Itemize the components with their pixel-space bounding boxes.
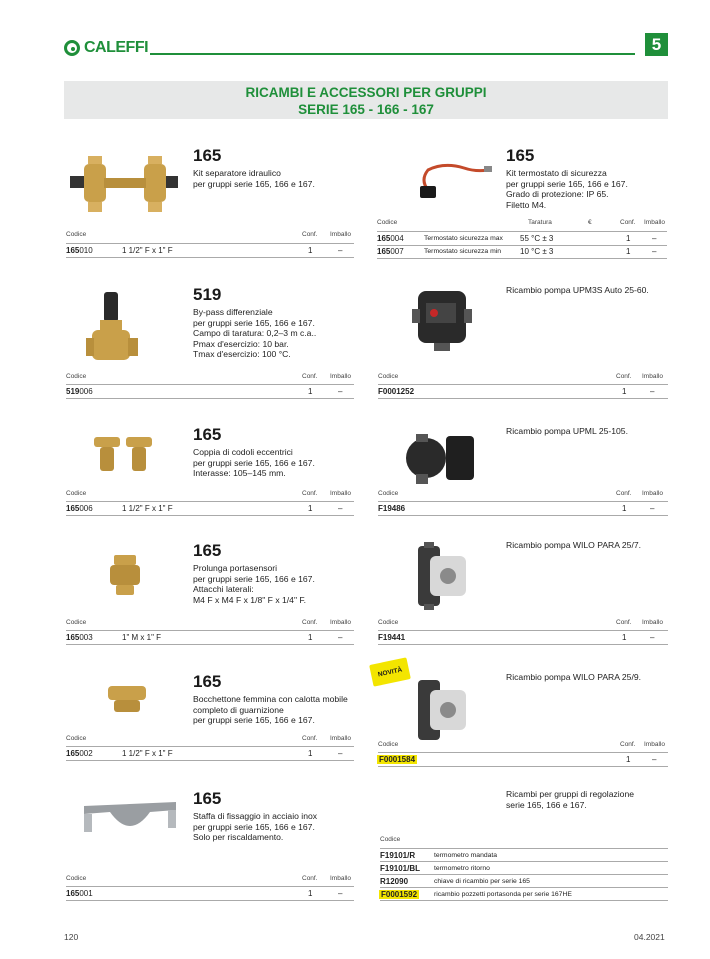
product-imballo: – — [338, 387, 343, 396]
table-rule — [380, 848, 668, 849]
product-imballo: – — [652, 234, 657, 243]
pump-description: Ricambio pompa UPML 25-105. — [506, 426, 628, 436]
reg-code: F0001592 — [381, 890, 418, 899]
banner-subtitle: SERIE 165 - 166 - 167 — [298, 102, 434, 117]
col-codice: Codice — [377, 219, 398, 226]
table-rule — [380, 900, 668, 901]
table-rule — [377, 258, 667, 259]
table-rule — [66, 630, 354, 631]
col-conf: Conf. — [616, 490, 632, 497]
section-banner — [64, 81, 668, 119]
product-size: 1 1/2" F x 1" F — [122, 246, 173, 255]
table-rule — [378, 384, 668, 385]
reg-text: chiave di ricambio per serie 165 — [434, 878, 530, 885]
pump-description: Ricambio pompa WILO PARA 25/9. — [506, 672, 642, 682]
table-rule — [66, 760, 354, 761]
product-conf: 1 — [626, 234, 631, 243]
pump-imballo: – — [650, 387, 655, 396]
col-codice: Codice — [66, 735, 87, 742]
product-code: 519006 — [66, 387, 93, 396]
col-conf: Conf. — [616, 373, 632, 380]
pompa-wilo-para-25-7-image — [410, 542, 470, 610]
pump-imballo: – — [650, 633, 655, 642]
table-rule — [66, 515, 354, 516]
col-taratura: Taratura — [528, 219, 552, 226]
table-rule — [377, 245, 667, 246]
product-size: 1 1/2" F x 1" F — [122, 504, 173, 513]
table-rule — [378, 398, 668, 399]
product-number: 165 — [193, 425, 222, 444]
staffa-image — [80, 800, 180, 836]
table-rule — [66, 746, 354, 747]
product-code: 165002 — [66, 749, 93, 758]
reg-text: ricambio pozzetti portasonda per serie 167HE — [434, 891, 572, 898]
col-euro: € — [588, 219, 592, 226]
product-imballo: – — [338, 504, 343, 513]
banner-title: RICAMBI E ACCESSORI PER GRUPPI — [245, 85, 487, 100]
col-imballo: Imballo — [642, 373, 663, 380]
table-rule — [66, 398, 354, 399]
pump-description: Ricambio pompa UPM3S Auto 25-60. — [506, 285, 649, 295]
product-description: Prolunga portasensori per gruppi serie 165, 166 e 167. Attacchi laterali: M4 F x M4 F x 1/8" F x 1/4" F. — [193, 563, 315, 605]
product-number: 165 — [193, 146, 222, 165]
col-imballo: Imballo — [330, 490, 351, 497]
reg-text: termometro ritorno — [434, 865, 490, 872]
product-code: 165001 — [66, 889, 93, 898]
brand-name: CALEFFI — [84, 39, 149, 56]
product-size: 1 1/2" F x 1" F — [122, 749, 173, 758]
product-number: 165 — [506, 146, 535, 165]
product-taratura: 10 °C ± 3 — [520, 247, 554, 256]
header-rule — [150, 53, 635, 55]
codoli-eccentrici-image — [92, 435, 154, 473]
pompa-upml-image — [402, 428, 478, 486]
col-codice: Codice — [380, 836, 401, 843]
prolunga-portasensori-image — [108, 553, 142, 597]
col-codice: Codice — [66, 875, 87, 882]
table-rule — [66, 501, 354, 502]
pump-code: F19441 — [378, 633, 406, 642]
reg-text: termometro mandata — [434, 852, 498, 859]
pump-description: Ricambio pompa WILO PARA 25/7. — [506, 540, 642, 550]
table-rule — [380, 887, 668, 888]
product-code: 165007 — [377, 247, 404, 256]
chapter-badge: 5 — [645, 33, 668, 56]
product-conf: 1 — [308, 504, 313, 513]
product-description: Kit termostato di sicurezza per gruppi serie 165, 166 e 167. Grado di protezione: IP 65. Filetto M4. — [506, 168, 628, 210]
col-imballo: Imballo — [330, 373, 351, 380]
pump-conf: 1 — [622, 504, 627, 513]
col-codice: Codice — [378, 619, 399, 626]
reg-code: R12090 — [380, 877, 409, 886]
col-imballo: Imballo — [330, 735, 351, 742]
table-rule — [378, 766, 668, 767]
product-imballo: – — [338, 246, 343, 255]
col-conf: Conf. — [620, 219, 636, 226]
product-code: 165003 — [66, 633, 93, 642]
col-imballo: Imballo — [644, 219, 665, 226]
col-codice: Codice — [66, 231, 87, 238]
table-rule — [66, 644, 354, 645]
table-rule — [378, 515, 668, 516]
table-rule — [66, 900, 354, 901]
pompa-upm3s-image — [412, 287, 472, 351]
col-conf: Conf. — [302, 373, 318, 380]
col-conf: Conf. — [302, 735, 318, 742]
kit-separatore-image — [66, 152, 181, 214]
col-imballo: Imballo — [642, 490, 663, 497]
bocchettone-image — [106, 682, 148, 714]
col-codice: Codice — [66, 490, 87, 497]
product-code: 165010 — [66, 246, 93, 255]
table-rule — [378, 630, 668, 631]
table-rule — [378, 501, 668, 502]
caleffi-logo — [64, 38, 148, 58]
caleffi-logo-icon — [64, 40, 80, 56]
page-number: 120 — [64, 932, 79, 942]
col-conf: Conf. — [620, 741, 636, 748]
table-rule — [66, 886, 354, 887]
novita-badge: NOVITÀ — [369, 657, 411, 686]
termostato-image — [414, 160, 494, 200]
product-description: Bocchettone femmina con calotta mobile completo di guarnizione per gruppi serie 165, 166 e 167. — [193, 694, 348, 725]
col-imballo: Imballo — [642, 619, 663, 626]
col-imballo: Imballo — [330, 875, 351, 882]
product-name: Termostato sicurezza min — [424, 248, 502, 255]
col-imballo: Imballo — [330, 231, 351, 238]
pump-code: F19486 — [378, 504, 406, 513]
product-conf: 1 — [308, 889, 313, 898]
product-conf: 1 — [308, 387, 313, 396]
pump-conf: 1 — [622, 633, 627, 642]
reg-code: F19101/R — [380, 851, 416, 860]
pump-conf: 1 — [622, 387, 627, 396]
table-rule — [378, 644, 668, 645]
table-rule — [380, 874, 668, 875]
col-conf: Conf. — [302, 231, 318, 238]
product-imballo: – — [338, 889, 343, 898]
col-codice: Codice — [378, 373, 399, 380]
table-rule — [377, 231, 667, 232]
col-codice: Codice — [66, 373, 87, 380]
col-conf: Conf. — [616, 619, 632, 626]
col-conf: Conf. — [302, 490, 318, 497]
table-rule — [66, 243, 354, 244]
edition-date: 04.2021 — [634, 932, 665, 942]
product-code: 165006 — [66, 504, 93, 513]
product-number: 165 — [193, 541, 222, 560]
table-rule — [66, 384, 354, 385]
col-codice: Codice — [66, 619, 87, 626]
product-size: 1" M x 1" F — [122, 633, 162, 642]
product-number: 519 — [193, 285, 222, 304]
col-imballo: Imballo — [644, 741, 665, 748]
product-conf: 1 — [308, 246, 313, 255]
product-number: 165 — [193, 789, 222, 808]
col-conf: Conf. — [302, 875, 318, 882]
pump-code: F0001584 — [379, 755, 416, 764]
table-rule — [380, 861, 668, 862]
pump-imballo: – — [652, 755, 657, 764]
table-rule — [66, 257, 354, 258]
product-imballo: – — [338, 633, 343, 642]
product-description: Kit separatore idraulico per gruppi serie 165, 166 e 167. — [193, 168, 315, 189]
product-description: Staffa di fissaggio in acciaio inox per gruppi serie 165, 166 e 167. Solo per riscaldamento. — [193, 811, 318, 842]
pump-code: F0001252 — [378, 387, 415, 396]
product-imballo: – — [652, 247, 657, 256]
product-imballo: – — [338, 749, 343, 758]
col-codice: Codice — [378, 741, 399, 748]
product-name: Termostato sicurezza max — [424, 235, 503, 242]
col-imballo: Imballo — [330, 619, 351, 626]
product-taratura: 55 °C ± 3 — [520, 234, 554, 243]
product-conf: 1 — [308, 633, 313, 642]
table-rule — [378, 752, 668, 753]
pump-conf: 1 — [626, 755, 631, 764]
pompa-wilo-para-25-9-image — [410, 678, 470, 742]
product-description: Coppia di codoli eccentrici per gruppi serie 165, 166 e 167. Interasse: 105–145 mm. — [193, 447, 315, 478]
regolazione-description: Ricambi per gruppi di regolazione serie 165, 166 e 167. — [506, 789, 635, 810]
product-conf: 1 — [626, 247, 631, 256]
col-conf: Conf. — [302, 619, 318, 626]
product-description: By-pass differenziale per gruppi serie 165, 166 e 167. Campo di taratura: 0,2–3 m c.a.. Pmax d'esercizio: 10 bar. Tmax d'esercizio: 100 °C. — [193, 307, 317, 359]
reg-code: F19101/BL — [380, 864, 421, 873]
col-codice: Codice — [378, 490, 399, 497]
product-number: 165 — [193, 672, 222, 691]
product-code: 165004 — [377, 234, 404, 243]
pump-imballo: – — [650, 504, 655, 513]
product-conf: 1 — [308, 749, 313, 758]
bypass-image — [86, 290, 141, 365]
